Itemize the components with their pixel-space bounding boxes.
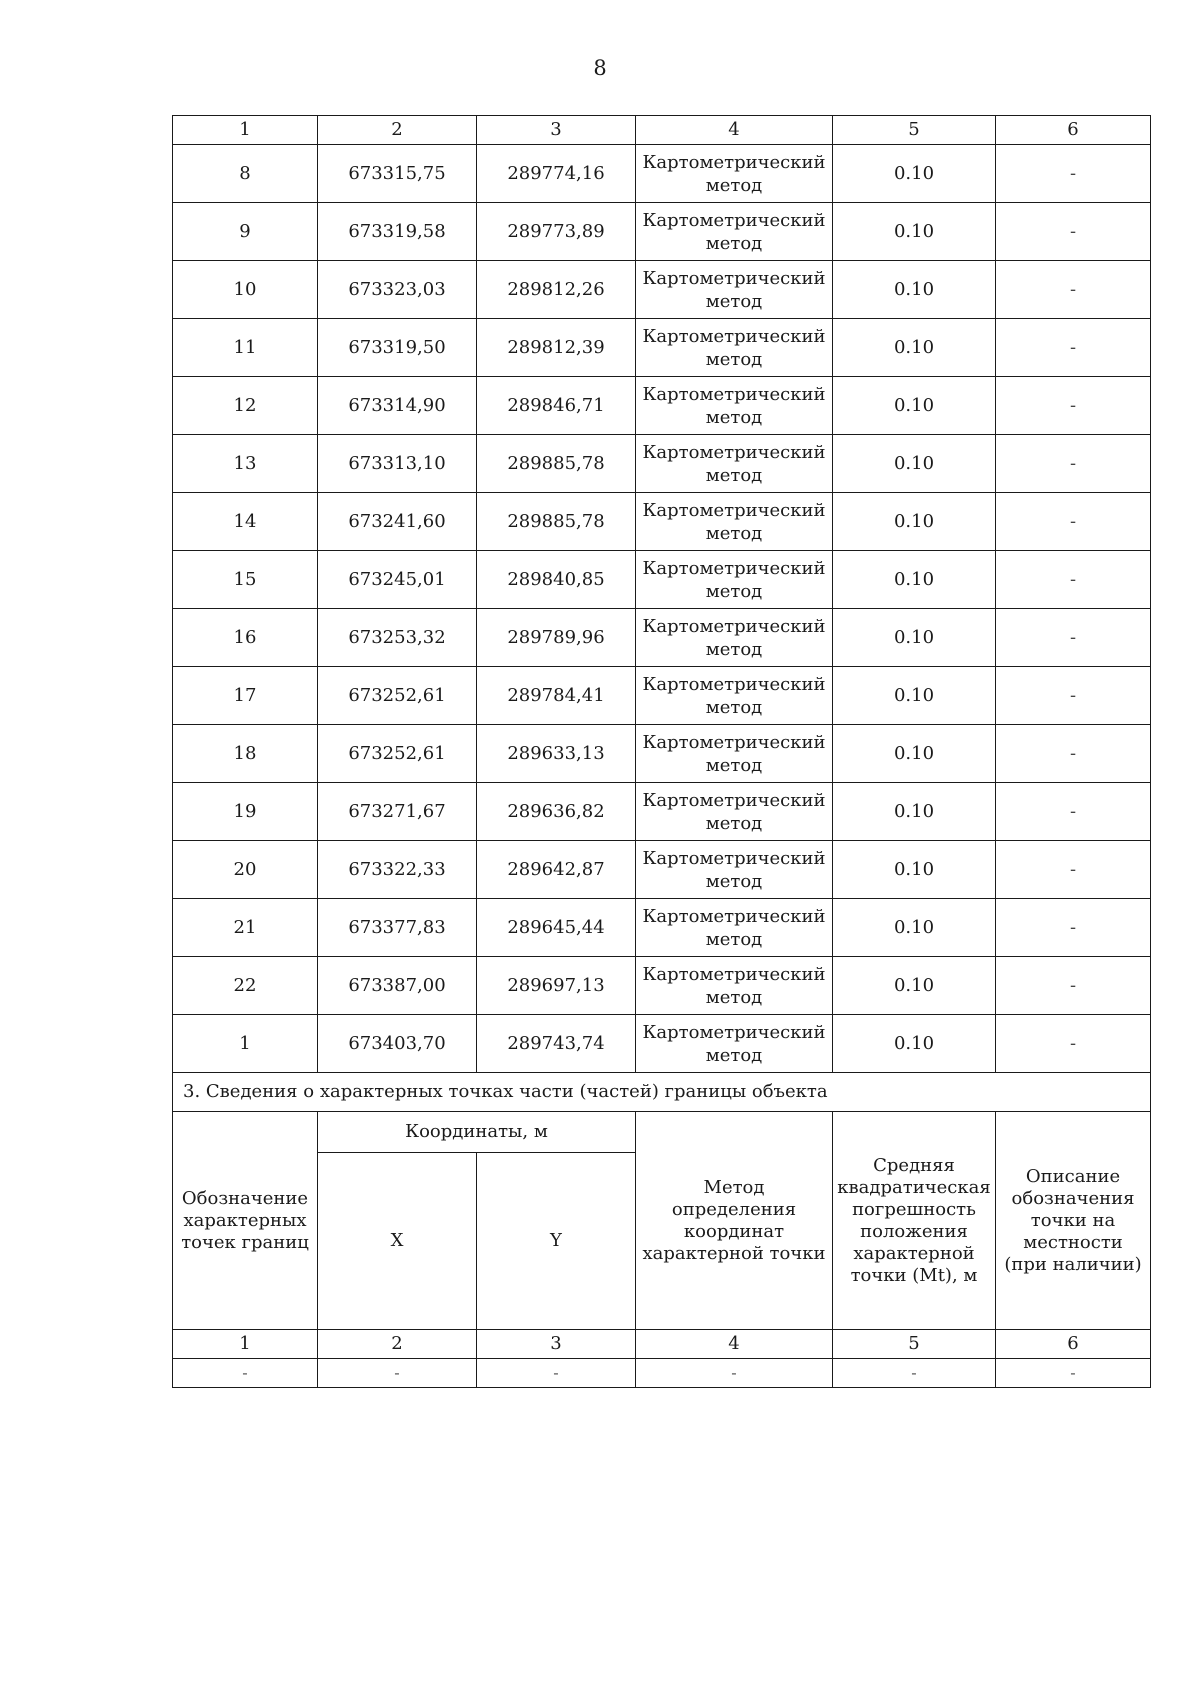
- x-coordinate-cell: 673314,90: [318, 377, 477, 435]
- method-cell: Картометрический метод: [636, 841, 833, 899]
- column-number: 2: [318, 1330, 477, 1359]
- column-number: 3: [477, 116, 636, 145]
- method-cell: Картометрический метод: [636, 667, 833, 725]
- y-coordinate-cell: 289645,44: [477, 899, 636, 957]
- x-coordinate-cell: 673319,58: [318, 203, 477, 261]
- description-cell: -: [996, 725, 1151, 783]
- point-number-cell: 8: [173, 145, 318, 203]
- point-number-cell: 14: [173, 493, 318, 551]
- method-cell: Картометрический метод: [636, 319, 833, 377]
- empty-cell: -: [318, 1359, 477, 1388]
- empty-cell: -: [833, 1359, 996, 1388]
- x-coordinate-cell: 673253,32: [318, 609, 477, 667]
- method-cell: Картометрический метод: [636, 435, 833, 493]
- point-number-cell: 16: [173, 609, 318, 667]
- description-cell: -: [996, 145, 1151, 203]
- x-coordinate-cell: 673387,00: [318, 957, 477, 1015]
- y-coordinate-cell: 289773,89: [477, 203, 636, 261]
- mt-cell: 0.10: [833, 841, 996, 899]
- point-number-cell: 20: [173, 841, 318, 899]
- table-row: [173, 1015, 1151, 1073]
- column-number-row: [173, 116, 1151, 145]
- table-row: [173, 493, 1151, 551]
- point-number-cell: 1: [173, 1015, 318, 1073]
- description-cell: -: [996, 609, 1151, 667]
- table-row: [173, 145, 1151, 203]
- mt-cell: 0.10: [833, 493, 996, 551]
- method-cell: Картометрический метод: [636, 493, 833, 551]
- y-coordinate-cell: 289697,13: [477, 957, 636, 1015]
- table-row: [173, 667, 1151, 725]
- point-number-cell: 13: [173, 435, 318, 493]
- method-cell: Картометрический метод: [636, 551, 833, 609]
- y-coordinate-cell: 289633,13: [477, 725, 636, 783]
- description-cell: -: [996, 551, 1151, 609]
- description-cell: -: [996, 493, 1151, 551]
- point-number-cell: 9: [173, 203, 318, 261]
- description-cell: -: [996, 667, 1151, 725]
- x-coordinate-cell: 673245,01: [318, 551, 477, 609]
- description-cell: -: [996, 203, 1151, 261]
- section-3-header-row: [173, 1112, 1151, 1153]
- x-coordinate-cell: 673315,75: [318, 145, 477, 203]
- table-row: [173, 319, 1151, 377]
- x-coordinate-cell: 673252,61: [318, 725, 477, 783]
- description-cell: -: [996, 261, 1151, 319]
- point-number-cell: 19: [173, 783, 318, 841]
- y-coordinate-cell: 289636,82: [477, 783, 636, 841]
- x-coordinate-cell: 673322,33: [318, 841, 477, 899]
- description-cell: -: [996, 841, 1151, 899]
- table-row: [173, 783, 1151, 841]
- table-row: [173, 203, 1151, 261]
- description-cell: -: [996, 319, 1151, 377]
- description-header: Описание обозначения точки на местности (при наличии): [996, 1112, 1151, 1330]
- column-number: 5: [833, 1330, 996, 1359]
- table-row: [173, 957, 1151, 1015]
- y-coordinate-cell: 289789,96: [477, 609, 636, 667]
- mt-cell: 0.10: [833, 319, 996, 377]
- mt-cell: 0.10: [833, 145, 996, 203]
- column-number: 6: [996, 1330, 1151, 1359]
- coordinates-table: [172, 115, 1151, 1388]
- table-row: [173, 435, 1151, 493]
- mt-cell: 0.10: [833, 203, 996, 261]
- x-coordinate-cell: 673313,10: [318, 435, 477, 493]
- mt-cell: 0.10: [833, 609, 996, 667]
- method-cell: Картометрический метод: [636, 899, 833, 957]
- y-coordinate-cell: 289812,39: [477, 319, 636, 377]
- mt-cell: 0.10: [833, 261, 996, 319]
- page-number: 8: [593, 56, 607, 80]
- mt-header: Средняя квадратическая погрешность положения характерной точки (Mt), м: [833, 1112, 996, 1330]
- y-coordinate-cell: 289885,78: [477, 435, 636, 493]
- method-cell: Картометрический метод: [636, 145, 833, 203]
- table-row: [173, 261, 1151, 319]
- column-number: 6: [996, 116, 1151, 145]
- description-cell: -: [996, 783, 1151, 841]
- x-coordinate-cell: 673252,61: [318, 667, 477, 725]
- mt-cell: 0.10: [833, 1015, 996, 1073]
- column-number: 5: [833, 116, 996, 145]
- method-cell: Картометрический метод: [636, 783, 833, 841]
- x-coordinate-cell: 673319,50: [318, 319, 477, 377]
- empty-cell: -: [477, 1359, 636, 1388]
- empty-cell: -: [996, 1359, 1151, 1388]
- description-cell: -: [996, 1015, 1151, 1073]
- y-coordinate-cell: 289743,74: [477, 1015, 636, 1073]
- y-coordinate-cell: 289774,16: [477, 145, 636, 203]
- y-coordinate-cell: 289846,71: [477, 377, 636, 435]
- y-header: Y: [477, 1153, 636, 1330]
- method-header: Метод определения координат характерной точки: [636, 1112, 833, 1330]
- x-coordinate-cell: 673241,60: [318, 493, 477, 551]
- mt-cell: 0.10: [833, 957, 996, 1015]
- point-number-cell: 22: [173, 957, 318, 1015]
- section-3-title-row: [173, 1073, 1151, 1112]
- column-number: 4: [636, 116, 833, 145]
- y-coordinate-cell: 289885,78: [477, 493, 636, 551]
- x-header: X: [318, 1153, 477, 1330]
- section-3-title: 3. Сведения о характерных точках части (частей) границы объекта: [173, 1073, 1151, 1112]
- method-cell: Картометрический метод: [636, 957, 833, 1015]
- method-cell: Картометрический метод: [636, 377, 833, 435]
- point-number-cell: 17: [173, 667, 318, 725]
- point-number-cell: 18: [173, 725, 318, 783]
- designation-header: Обозначение характерных точек границ: [173, 1112, 318, 1330]
- mt-cell: 0.10: [833, 783, 996, 841]
- point-number-cell: 21: [173, 899, 318, 957]
- point-number-cell: 12: [173, 377, 318, 435]
- mt-cell: 0.10: [833, 899, 996, 957]
- section-3-column-number-row: [173, 1330, 1151, 1359]
- method-cell: Картометрический метод: [636, 261, 833, 319]
- description-cell: -: [996, 435, 1151, 493]
- x-coordinate-cell: 673403,70: [318, 1015, 477, 1073]
- table-row: [173, 899, 1151, 957]
- mt-cell: 0.10: [833, 551, 996, 609]
- table-row: [173, 551, 1151, 609]
- description-cell: -: [996, 899, 1151, 957]
- mt-cell: 0.10: [833, 725, 996, 783]
- point-number-cell: 10: [173, 261, 318, 319]
- y-coordinate-cell: 289840,85: [477, 551, 636, 609]
- empty-cell: -: [173, 1359, 318, 1388]
- table-row: [173, 841, 1151, 899]
- point-number-cell: 11: [173, 319, 318, 377]
- method-cell: Картометрический метод: [636, 203, 833, 261]
- column-number: 1: [173, 116, 318, 145]
- x-coordinate-cell: 673271,67: [318, 783, 477, 841]
- mt-cell: 0.10: [833, 667, 996, 725]
- column-number: 2: [318, 116, 477, 145]
- method-cell: Картометрический метод: [636, 609, 833, 667]
- empty-cell: -: [636, 1359, 833, 1388]
- y-coordinate-cell: 289812,26: [477, 261, 636, 319]
- description-cell: -: [996, 377, 1151, 435]
- coordinates-header: Координаты, м: [318, 1112, 636, 1153]
- x-coordinate-cell: 673377,83: [318, 899, 477, 957]
- point-number-cell: 15: [173, 551, 318, 609]
- column-number: 1: [173, 1330, 318, 1359]
- method-cell: Картометрический метод: [636, 725, 833, 783]
- column-number: 4: [636, 1330, 833, 1359]
- mt-cell: 0.10: [833, 435, 996, 493]
- description-cell: -: [996, 957, 1151, 1015]
- method-cell: Картометрический метод: [636, 1015, 833, 1073]
- table-row: [173, 725, 1151, 783]
- table-row: [173, 377, 1151, 435]
- table-row: [173, 609, 1151, 667]
- x-coordinate-cell: 673323,03: [318, 261, 477, 319]
- mt-cell: 0.10: [833, 377, 996, 435]
- section-3-empty-row: [173, 1359, 1151, 1388]
- y-coordinate-cell: 289642,87: [477, 841, 636, 899]
- column-number: 3: [477, 1330, 636, 1359]
- y-coordinate-cell: 289784,41: [477, 667, 636, 725]
